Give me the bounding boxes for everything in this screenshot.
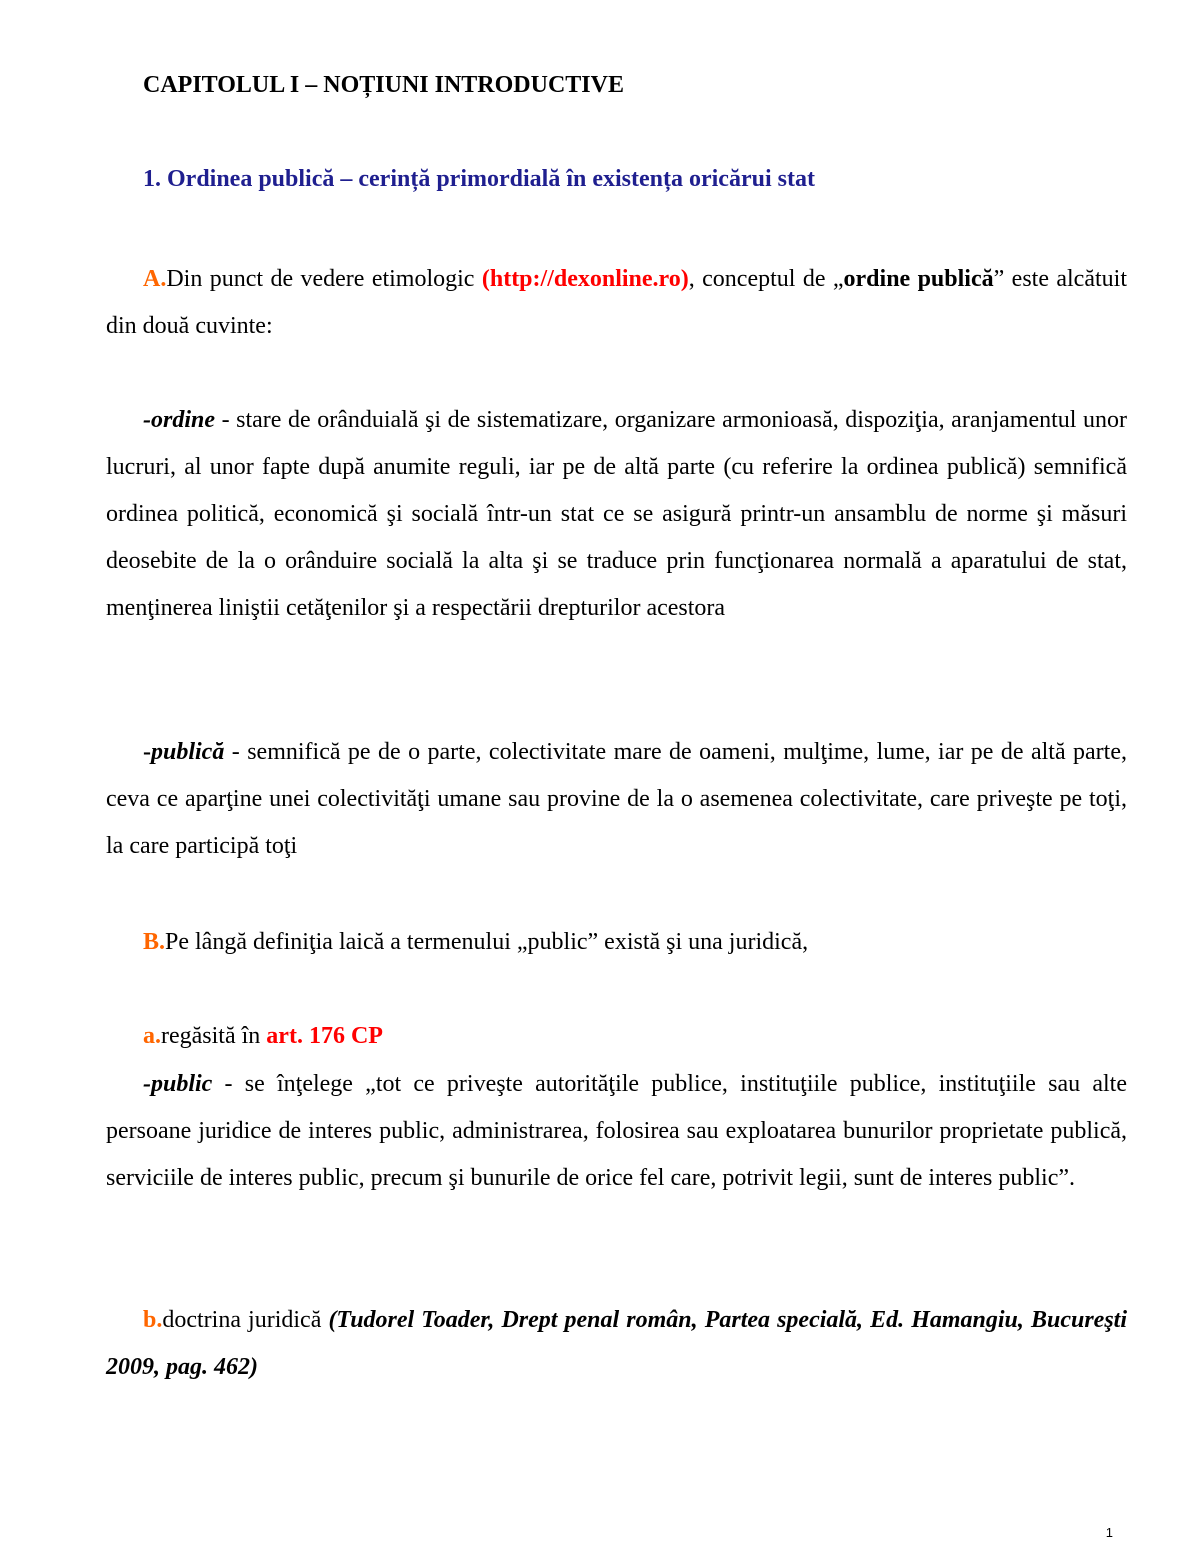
subpoint-b-text: doctrina juridică [162, 1307, 329, 1333]
marker-b: B. [143, 929, 166, 955]
definition-public [106, 1061, 1127, 1202]
paragraph-a [106, 256, 1127, 350]
dexonline-link[interactable]: (http://dexonline.ro) [481, 266, 689, 292]
paragraph-a-text-1: Din punct de vedere etimologic [166, 266, 482, 292]
subpoint-a-text: regăsită în [161, 1023, 267, 1049]
paragraph-b-text: Pe lângă definiţia laică a termenului „public” există şi una juridică, [165, 929, 809, 955]
paragraph-a-text-2: , conceptul de „ [688, 266, 844, 292]
definition-ordine-text: - stare de orânduială şi de sistematizare, organizare armonioasă, dispoziţia, aranjamentul unor lucruri, al unor fapte după anumite reguli, iar pe de altă parte (cu referire la ordinea publică) semnifică ordinea politică, economică şi socială într-un stat ce se asigură printr-un ansamblu de norme şi măsuri deosebite de la o orânduire socială la alta şi se traduce prin funcţionarea normală a aparatului de stat, menţinerea liniştii cetăţenilor şi a respectării drepturilor acestora [106, 407, 1127, 621]
marker-a: A. [143, 266, 167, 292]
paragraph-a-text-3: ” este alcătuit din două cuvinte: [106, 266, 1127, 339]
chapter-title: CAPITOLUL I – NOȚIUNI INTRODUCTIVE [143, 72, 624, 98]
subpoint-a [106, 1023, 1127, 1050]
definition-public-text: - se înţelege „tot ce priveşte autorităţile publice, instituţiile publice, instituţiile sau alte persoane juridice de interes public, administrarea, folosirea sau exploatarea bunurilor proprietate publică, serviciile de interes public, precum şi bunurile de orice fel care, potrivit legii, sunt de interes public”. [106, 1071, 1127, 1191]
dash: - [143, 739, 151, 765]
definition-publica-text: - semnifică pe de o parte, colectivitate mare de oameni, mulţime, lume, iar pe de altă parte, ceva ce aparţine unei colectivităţi umane sau provine de la o asemenea colectivitate, care priveşte pe toţi, la care participă toţi [106, 739, 1127, 859]
article-reference: art. 176 CP [266, 1023, 383, 1049]
page-number: 1 [1105, 1525, 1113, 1540]
paragraph-b [106, 929, 1127, 956]
term-public: -public [143, 1071, 213, 1097]
subpoint-b [106, 1297, 1127, 1391]
term-ordine-publica: ordine publică [843, 266, 994, 292]
definition-ordine [106, 397, 1127, 632]
doctrine-citation: (Tudorel Toader, Drept penal român, Partea specială, Ed. Hamangiu, Bucureşti 2009, pag. 462) [106, 1307, 1127, 1380]
marker-sub-b: b. [143, 1307, 163, 1333]
term-publica: publică [151, 739, 225, 765]
marker-sub-a: a. [143, 1023, 161, 1049]
term-ordine: -ordine [143, 407, 215, 433]
definition-publica [106, 729, 1127, 870]
section-title: 1. Ordinea publică – cerință primordială în existența oricărui stat [143, 166, 815, 192]
